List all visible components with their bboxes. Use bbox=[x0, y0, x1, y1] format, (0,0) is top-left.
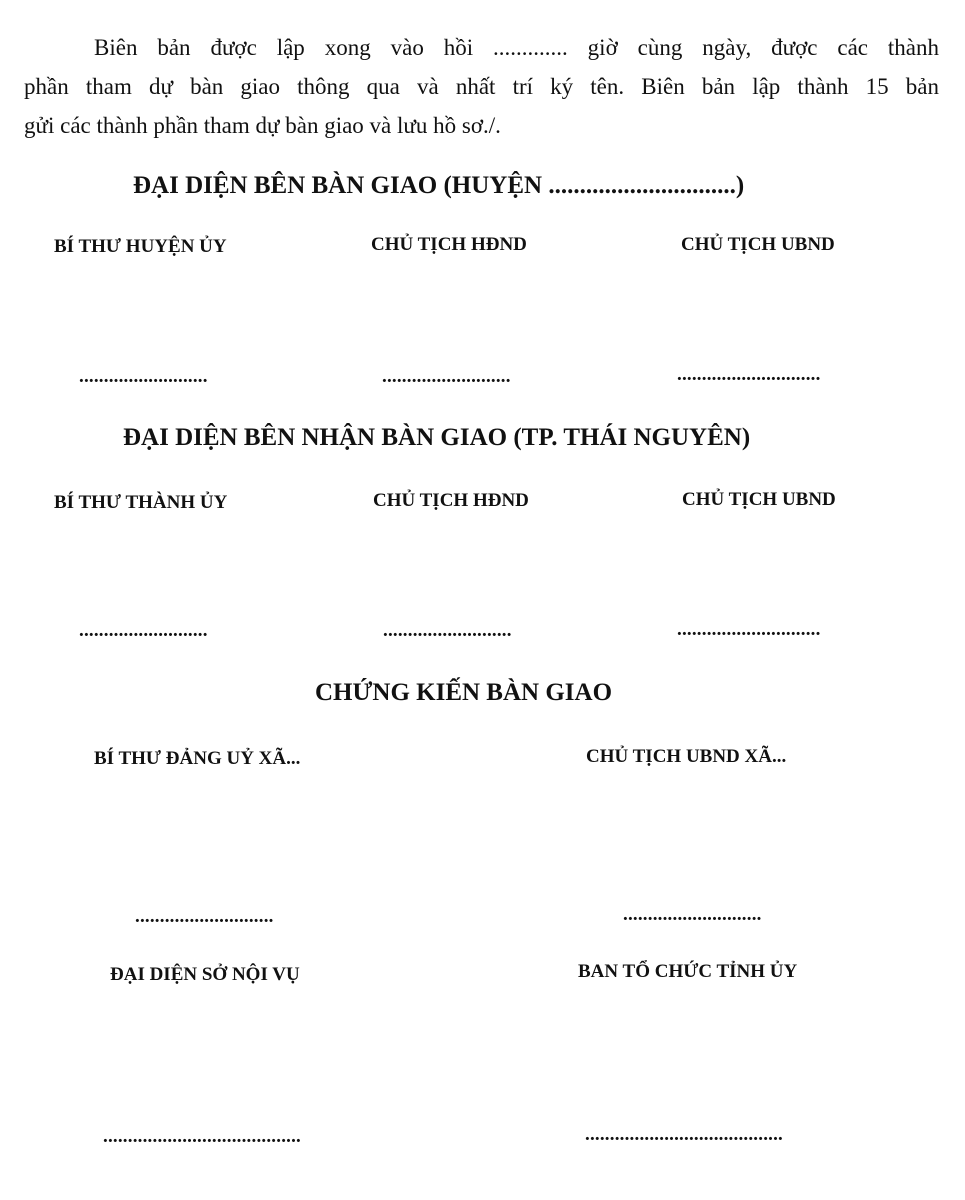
handover-heading: ĐẠI DIỆN BÊN BÀN GIAO (HUYỆN ..............................) bbox=[133, 172, 745, 199]
role-city-council-chair: CHỦ TỊCH HĐND bbox=[373, 490, 529, 511]
role-commune-committee-chair: CHỦ TỊCH UBND XÃ... bbox=[586, 746, 787, 767]
signature-line-home-affairs-representative: ........................................ bbox=[103, 1126, 301, 1147]
signature-line-city-council-chair: .......................... bbox=[383, 620, 512, 641]
signature-line-district-committee-chair: ............................. bbox=[677, 364, 821, 385]
role-district-committee-chair: CHỦ TỊCH UBND bbox=[681, 234, 835, 255]
closing-paragraph bbox=[24, 28, 939, 145]
role-district-council-chair: CHỦ TỊCH HĐND bbox=[371, 234, 527, 255]
signature-line-provincial-organization-board: ........................................ bbox=[585, 1124, 783, 1145]
signature-line-city-party-secretary: .......................... bbox=[79, 620, 208, 641]
closing-paragraph-line-1: Biên bản được lập xong vào hồi ............. giờ cùng ngày, được các thành bbox=[94, 35, 939, 60]
role-district-party-secretary: BÍ THƯ HUYỆN ỦY bbox=[54, 236, 227, 257]
role-city-committee-chair: CHỦ TỊCH UBND bbox=[682, 489, 836, 510]
role-provincial-organization-board: BAN TỔ CHỨC TỈNH ỦY bbox=[578, 961, 798, 982]
role-home-affairs-representative: ĐẠI DIỆN SỞ NỘI VỤ bbox=[110, 964, 300, 985]
signature-line-commune-committee-chair: ............................ bbox=[623, 904, 762, 925]
signature-line-district-council-chair: .......................... bbox=[382, 366, 511, 387]
closing-paragraph-line-3: gửi các thành phần tham dự bàn giao và lưu hồ sơ./. bbox=[24, 113, 501, 138]
receiving-heading: ĐẠI DIỆN BÊN NHẬN BÀN GIAO (TP. THÁI NGUYÊN) bbox=[123, 424, 751, 451]
role-city-party-secretary: BÍ THƯ THÀNH ỦY bbox=[54, 492, 228, 513]
role-commune-party-secretary: BÍ THƯ ĐẢNG UỶ XÃ... bbox=[94, 748, 301, 769]
closing-paragraph-line-2: phần tham dự bàn giao thông qua và nhất trí ký tên. Biên bản lập thành 15 bản bbox=[24, 74, 939, 99]
signature-line-district-party-secretary: .......................... bbox=[79, 366, 208, 387]
signature-line-commune-party-secretary: ............................ bbox=[135, 906, 274, 927]
signature-line-city-committee-chair: ............................. bbox=[677, 619, 821, 640]
witness-heading: CHỨNG KIẾN BÀN GIAO bbox=[315, 679, 613, 706]
